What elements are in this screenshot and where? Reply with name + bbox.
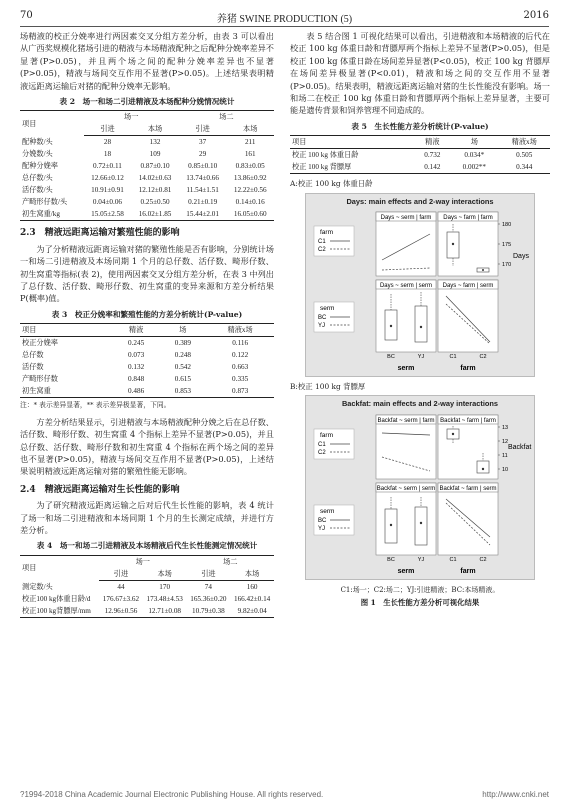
cell: 0.853 [159, 385, 206, 398]
cell: 0.073 [128, 351, 145, 360]
cell: 15.05±2.58 [84, 208, 132, 221]
right-column [290, 30, 550, 610]
table-header: 场一 [84, 111, 179, 124]
cell: 0.132 [128, 363, 145, 372]
backfat-plot [306, 413, 534, 579]
x-tick-label: C2 [479, 354, 487, 361]
row-label: 产畸形仔数 [22, 375, 58, 384]
figure-sublabel: B:校正 100 kg 背膘厚 [290, 382, 366, 392]
table-header: 引进 [179, 123, 227, 136]
cell: 166.42±0.14 [233, 594, 271, 603]
table-header: 精液x场 [498, 136, 550, 149]
table-row [20, 605, 274, 618]
cell: 29 [199, 150, 207, 159]
table-row [20, 136, 274, 149]
table-header: 场二 [179, 111, 274, 124]
x-tick-label: YJ [417, 556, 425, 563]
legend-item-c1: C1 [318, 441, 326, 448]
legend-title: serm [320, 507, 335, 515]
strip-label: Backfat ~ farm | farm [440, 417, 496, 424]
left-column [20, 30, 274, 618]
running-header [20, 8, 549, 27]
row-label: 活仔数/头 [22, 186, 53, 195]
table-header: 项目 [290, 136, 415, 149]
cell: 44 [117, 582, 125, 591]
table-header: 精液x场 [206, 324, 274, 337]
table-row [20, 593, 274, 605]
tick-label: 180 [502, 222, 512, 229]
cell: 0.335 [232, 375, 249, 384]
legend-item-bc: BC [318, 517, 327, 524]
row-label: 校正100 kg背膘厚/mm [20, 605, 99, 618]
table-row [20, 373, 274, 385]
cell: 10.79±0.38 [187, 605, 231, 618]
x-tick-label: BC [387, 354, 395, 361]
table-header: 本场 [226, 123, 274, 136]
cell: 211 [244, 138, 256, 147]
mean-point [420, 522, 422, 524]
cell: 9.82±0.04 [230, 605, 274, 618]
cell: 0.116 [232, 339, 249, 348]
section-heading: 2.4 精液远距离运输对生长性能的影响 [20, 484, 180, 495]
x-tick-label: C2 [479, 556, 487, 563]
strip-label: Days ~ farm | farm [443, 215, 493, 222]
cell: 0.002** [450, 161, 498, 174]
row-label: 校正 100 kg 背膘厚 [290, 161, 415, 174]
mean-point [482, 269, 484, 271]
x-axis-label: serm [397, 567, 415, 575]
table-caption: 表 2 场一和场二引进精液及本场配种分娩情况统计 [59, 97, 235, 107]
table-header: 项目 [20, 324, 113, 337]
table-header: 引进 [84, 123, 132, 136]
cell: 15.44±2.01 [179, 208, 227, 221]
cell: 0.122 [232, 351, 249, 360]
cell: 12.22±0.56 [233, 186, 267, 195]
legend-item-yj: YJ [318, 525, 326, 532]
section-heading: 2.3 精液远距离运输对繁殖性能的影响 [20, 228, 180, 239]
cell: 16.02±1.85 [131, 208, 179, 221]
cell: 0.505 [516, 151, 533, 160]
strip-label: Backfat ~ serm | serm [376, 485, 436, 492]
table-header: 引进 [187, 568, 231, 581]
cell: 170 [159, 582, 171, 591]
mean-point [390, 524, 392, 526]
legend-item-c1: C1 [318, 239, 326, 246]
axis-variable-label: Days [513, 253, 529, 261]
cell: 0.873 [206, 385, 274, 398]
figure-panel-days [305, 193, 535, 377]
cell: 0.245 [128, 339, 145, 348]
row-label: 总仔数/头 [22, 174, 53, 183]
cell: 173.48±4.53 [146, 594, 183, 603]
table-header: 精液 [415, 136, 451, 149]
cell: 0.615 [174, 375, 191, 384]
figure-panel-title: Days: main effects and 2-way interactions [346, 196, 494, 206]
row-label: 校正分娩率 [22, 339, 58, 348]
table-caption: 表 5 生长性能方差分析统计(P-value) [351, 121, 489, 131]
legend-title: farm [320, 229, 333, 237]
strip-label: Days ~ serm | farm [380, 215, 432, 222]
paragraph: 方差分析结果显示，引进精液与本场精液配种分娩之后在总仔数、活仔数、畸形仔数、初生窝重 4 个指标上差异不显著(P>0.05)，并且总仔数、活仔数、畸形仔数和初生窝重 4 个指标在两个场之间的差异也不显著(P>0.05)，精液与场间交互作用不显著(P>0.05)，上述结果说明精液远距离运输对猪的繁殖性能无影响。 [20, 416, 274, 477]
legend-title: farm [320, 431, 333, 439]
table-header: 精液 [113, 324, 160, 337]
page-number: 70 [20, 10, 33, 21]
cell: 12.96±0.56 [99, 605, 143, 618]
table-caption: 表 3 校正分娩率和繁殖性能的方差分析统计(P-value) [51, 309, 243, 319]
cell: 161 [244, 150, 256, 159]
mean-point [482, 468, 484, 470]
cell: 10.91±0.91 [91, 186, 124, 195]
row-label: 活仔数 [22, 363, 44, 372]
cell: 0.344 [498, 161, 550, 174]
cell: 0.542 [174, 363, 191, 372]
cell: 0.486 [113, 385, 160, 398]
cell: 18 [103, 150, 112, 159]
table-5 [290, 135, 550, 174]
row-label: 配种分娩率 [22, 162, 58, 171]
cell: 176.67±3.62 [102, 594, 140, 603]
row-label: 测定数/头 [22, 582, 53, 591]
table-row [20, 208, 274, 221]
row-label: 初生窝重/kg [20, 208, 84, 221]
cell: 13.74±0.66 [186, 174, 219, 183]
cell: 0.848 [128, 375, 145, 384]
figure-legend: C1:场一；C2:场二；YJ:引进精液；BC:本场精液。 [340, 585, 500, 594]
strip-label: Days ~ farm | serm [442, 283, 494, 290]
cell: 0.85±0.10 [188, 162, 218, 171]
cell: 0.034* [464, 151, 485, 160]
table-header: 场一 [99, 555, 186, 568]
table-note: 注：* 表示差异显著，** 表示差异极显著，下同。 [20, 401, 171, 410]
legend-item-yj: YJ [318, 323, 326, 330]
cell: 0.142 [415, 161, 451, 174]
cell: 12.12±0.81 [138, 186, 172, 195]
cell: 11.54±1.51 [186, 186, 219, 195]
tick-label: 175 [502, 242, 512, 249]
table-row [290, 149, 550, 162]
mean-point [390, 325, 392, 327]
tick-label: 11 [502, 452, 508, 459]
figure-panel-title: Backfat: main effects and 2-way interactions [341, 399, 499, 409]
cell: 0.248 [174, 351, 191, 360]
cell: 132 [149, 138, 161, 147]
tick-label: 13 [502, 424, 509, 431]
x-tick-label: BC [387, 556, 395, 563]
table-header: 项目 [20, 111, 84, 136]
legend-item-c2: C2 [318, 449, 326, 456]
row-label: 分娩数/头 [22, 150, 53, 159]
cell: 109 [149, 150, 161, 159]
figure-b [290, 381, 550, 580]
cell: 0.04±0.06 [92, 198, 123, 207]
cell: 165.36±0.20 [190, 594, 227, 603]
x-axis-label: farm [460, 567, 476, 575]
paragraph: 为了研究精液远距离运输之后对后代生长性能的影响，表 4 统计了场一和场二引进精液和本场同期 1 个月的生长测定成绩，并进行方差分析。 [20, 500, 274, 535]
strip-label: Days ~ serm | serm [379, 283, 433, 290]
row-label: 产畸形仔数/头 [22, 198, 68, 207]
tick-label: 10 [502, 466, 509, 473]
paragraph: 场精液的校正分娩率进行两因素交叉分组方差分析，由表 3 可以看出从广西奖规模化猪场引进的精液与本场精液配种之后配种分娩率差异不显著(P>0.05)，并且两个场之间的配种分娩率差异也不显著(P>0.05)，精液与场间交互作用不显著(P>0.05)。上述结果表明精液远距离运输后对猪的配种分娩率无影响。 [20, 31, 274, 91]
cell: 0.83±0.05 [235, 162, 265, 171]
x-axis-label: farm [460, 365, 476, 373]
copyright-notice: ?1994-2018 China Academic Journal Electronic Publishing House. All rights reserved. [20, 790, 324, 799]
table-3 [20, 323, 274, 398]
cell: 13.86±0.92 [233, 174, 267, 183]
legend-title: serm [320, 305, 335, 313]
paragraph: 为了分析精液远距离运输对猪的繁殖性能是否有影响，分别统计场一和场二引进精液及本场同期 1 个月的总仔数、活仔数、畸形仔数、初生窝重等指标(表 2)，使用两因素交叉分组方差分析，在表 3 中列出了总仔数、活仔数、畸形仔数、初生窝重的变异来源和方差分析结果 P(概率)值。 [20, 243, 274, 304]
row-label: 校正 100 kg 体重日龄 [292, 151, 359, 160]
cell: 14.02±0.63 [138, 174, 172, 183]
row-label: 初生窝重 [20, 385, 113, 398]
table-header: 项目 [20, 555, 99, 580]
figure-sublabel: A:校正 100 kg 体重日龄 [290, 179, 373, 189]
table-header: 本场 [131, 123, 179, 136]
cell: 0.663 [232, 363, 249, 372]
table-row [20, 196, 274, 208]
row-label: 校正100 kg体重日龄/d [22, 594, 91, 603]
mean-point [420, 326, 422, 328]
table-row [20, 361, 274, 373]
table-row [20, 148, 274, 160]
x-axis-label: serm [397, 365, 415, 373]
table-row [20, 337, 274, 350]
table-row [290, 161, 550, 174]
table-row [20, 172, 274, 184]
table-header: 场二 [187, 555, 274, 568]
cell: 0.25±0.50 [140, 198, 170, 207]
table-header: 本场 [230, 568, 274, 581]
row-label: 配种数/头 [22, 138, 53, 147]
mean-point [452, 433, 454, 435]
plot-frame [376, 212, 436, 276]
strip-label: Backfat ~ farm | serm [439, 485, 497, 492]
cell: 16.05±0.60 [226, 208, 274, 221]
table-header: 本场 [143, 568, 187, 581]
figure-caption: 图 1 生长性能方差分析可视化结果 [360, 598, 480, 608]
tick-label: 170 [502, 262, 512, 269]
mean-point [452, 243, 454, 245]
cell: 160 [246, 582, 258, 591]
axis-variable-label: Backfat [508, 443, 532, 451]
cell: 0.87±0.10 [140, 162, 170, 171]
figure-panel-backfat [305, 395, 535, 579]
table-2 [20, 110, 274, 221]
plot-frame [376, 415, 436, 479]
cell: 12.71±0.08 [143, 605, 187, 618]
cell: 28 [103, 138, 112, 147]
strip-label: Backfat ~ serm | farm [377, 417, 435, 424]
table-caption: 表 4 场一和场二引进精液及本场精液后代生长性能测定情况统计 [36, 541, 258, 551]
cell: 0.389 [174, 339, 191, 348]
table-row [20, 580, 274, 593]
x-tick-label: YJ [417, 354, 425, 361]
legend-item-c2: C2 [318, 247, 326, 254]
table-row [20, 349, 274, 361]
cell: 74 [204, 582, 212, 591]
table-header: 场 [450, 136, 498, 149]
cell: 0.732 [424, 151, 441, 160]
tick-label: 12 [502, 438, 509, 445]
footer-url[interactable]: http://www.cnki.net [482, 790, 549, 799]
table-header: 引进 [99, 568, 143, 581]
x-tick-label: C1 [449, 556, 457, 563]
journal-year: 2016 [523, 10, 549, 21]
figure-a [290, 178, 550, 377]
x-tick-label: C1 [449, 354, 457, 361]
cell: 0.21±0.19 [188, 198, 218, 207]
cell: 12.66±0.12 [91, 174, 124, 183]
table-header: 场 [159, 324, 206, 337]
table-row [20, 184, 274, 196]
row-label: 总仔数 [22, 351, 44, 360]
days-plot [306, 210, 534, 376]
legend-item-bc: BC [318, 315, 327, 322]
table-row [20, 160, 274, 172]
table-4 [20, 555, 274, 618]
cell: 0.14±0.16 [235, 198, 265, 207]
journal-title: 养猪 SWINE PRODUCTION (5) [216, 14, 353, 25]
cell: 37 [199, 138, 207, 147]
paragraph: 表 5 结合图 1 可视化结果可以看出，引进精液和本场精液的后代在校正 100 kg 体重日龄和背膘厚两个指标上差异不显著(P>0.05)，但是校正 100 kg 体重日龄在场间差异显著(P<0.05)，校正 100 kg 背膘厚在场间差异极显著(P<0.01)，精液和场之间的交互作用不显著(P>0.05)。结果表明，精液远距离运输对猪的生长性能没有影响。场一和场二在校正 100 kg 体重日龄和背膘厚两个指标上差异显著，主要可能是遗传背景和饲养管理不同造成的。 [290, 31, 550, 116]
table-row [20, 385, 274, 398]
cell: 0.72±0.11 [93, 162, 122, 171]
